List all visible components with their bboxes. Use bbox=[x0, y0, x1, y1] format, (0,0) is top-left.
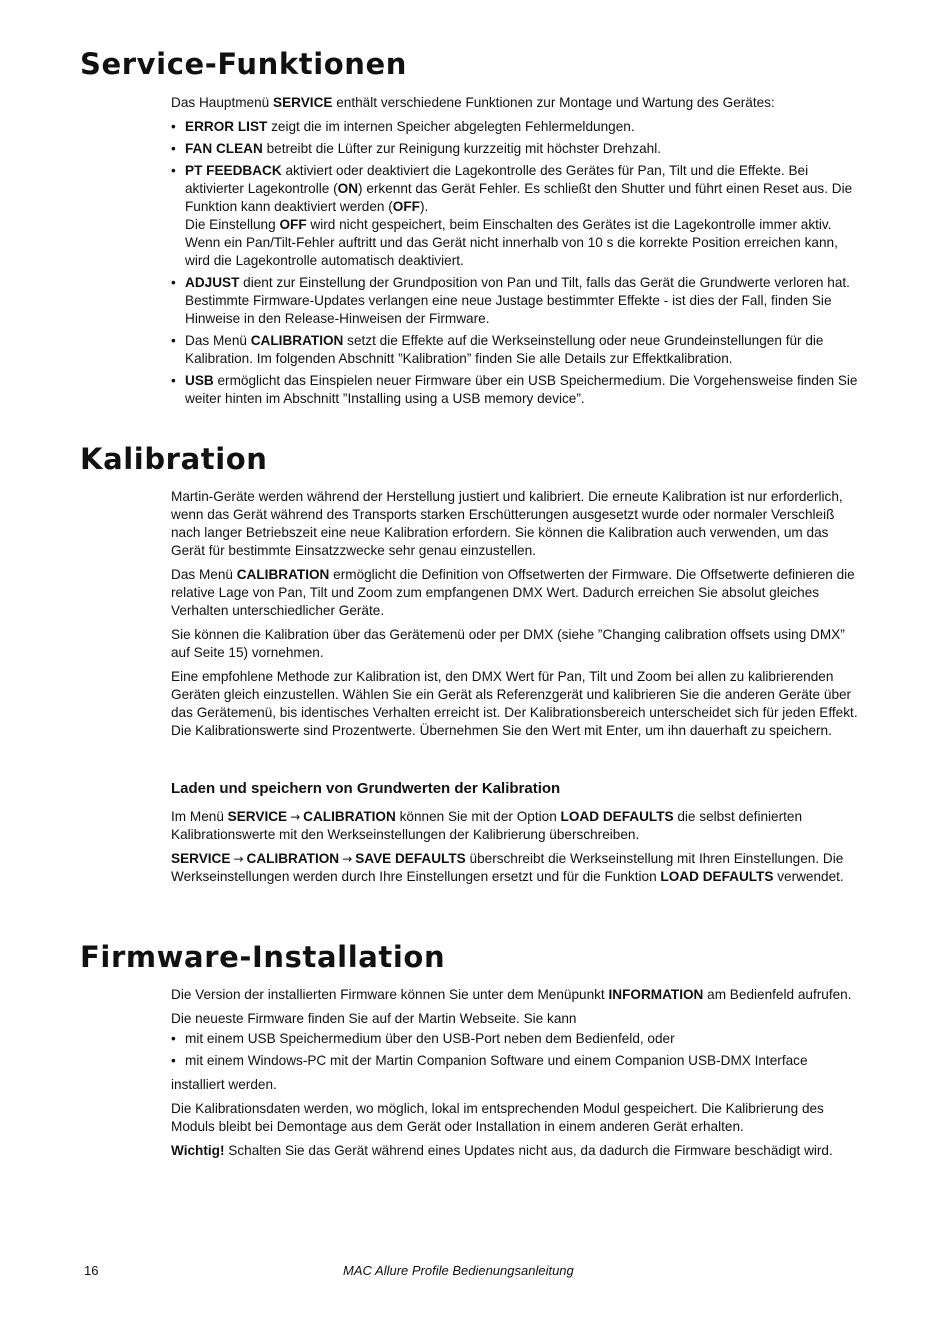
arrow-right-icon: → bbox=[233, 852, 244, 866]
bullet-icon: • bbox=[171, 1031, 176, 1046]
firmware-paragraph-4: Die Kalibrationsdaten werden, wo möglich, lokal im entsprechenden Modul gespeichert. Die Kalibrierung des Moduls bleibt bei Demontage aus dem Gerät oder Installation in einem anderen Gerät erhalten. bbox=[171, 1101, 824, 1134]
kalibration-paragraph-3: Sie können die Kalibration über das Gerätemenü oder per DMX (siehe ”Changing calibration offsets using DMX” auf Seite 15) vornehmen. bbox=[171, 627, 845, 660]
service-intro: Das Hauptmenü SERVICE enthält verschiedene Funktionen zur Montage und Wartung des Gerätes: bbox=[171, 95, 775, 110]
list-item-usb-method: • mit einem USB Speichermedium über den USB-Port neben dem Bedienfeld, oder bbox=[171, 1031, 675, 1046]
list-item-adjust: • ADJUST dient zur Einstellung der Grundposition von Pan und Tilt, falls das Gerät die Grundwerte verloren hat. Bestimmte Firmware-Updates verlangen eine neue Justage bestimmter Effekte - ist dies der Fall, finden Sie Hinweise in den Release-Hinweisen der Firmware. bbox=[171, 275, 850, 326]
bullet-icon: • bbox=[171, 1053, 176, 1068]
list-item-error-list: • ERROR LIST zeigt die im internen Speicher abgelegten Fehlermeldungen. bbox=[171, 119, 635, 134]
arrow-right-icon: → bbox=[290, 810, 301, 824]
service-function-list bbox=[171, 118, 861, 408]
kalibration-paragraph-1: Martin-Geräte werden während der Herstellung justiert und kalibriert. Die erneute Kalibration ist nur erforderlich, wenn das Gerät während des Transports starken Erschütterungen ausgesetzt wurde oder normaler Verschleiß nach langer Betriebszeit eine neue Kalibration erfordern. Sie können die Kalibration auch verwenden, um das Gerät für bestimmte Einsatzzwecke sehr genau einzustellen. bbox=[171, 489, 843, 558]
firmware-warning: Wichtig! Schalten Sie das Gerät während eines Updates nicht aus, da dadurch die Firmware beschädigt wird. bbox=[171, 1143, 833, 1158]
load-defaults-paragraph: Im Menü SERVICE → CALIBRATION können Sie mit der Option LOAD DEFAULTS die selbst definierten Kalibrationswerte mit den Werkseinstellungen der Kalibrierung überschreiben. bbox=[171, 809, 803, 842]
firmware-method-list bbox=[171, 1030, 861, 1070]
defaults-section-body bbox=[171, 808, 861, 892]
firmware-section-body bbox=[171, 986, 861, 1166]
footer-document-title: MAC Allure Profile Bedienungsanleitung bbox=[343, 1263, 574, 1278]
kalibration-paragraph-2: Das Menü CALIBRATION ermöglicht die Definition von Offsetwerten der Firmware. Die Offsetwerte definieren die relative Lage von Pan, Tilt und Zoom zum empfangenen DMX Wert. Dadurch erreichen Sie absolut gleiches Verhalten unterschiedlicher Geräte. bbox=[171, 567, 855, 618]
list-item-pt-feedback: • PT FEEDBACK aktiviert oder deaktiviert die Lagekontrolle des Gerätes für Pan, Tilt und die Effekte. Bei aktivierter Lagekontrolle (ON) erkennt das Gerät Fehler. Es schließt den Shutter und führt einen Reset aus. Die Funktion kann deaktiviert werden (OFF). Die Einstellung OFF wird nicht gespeichert, beim Einschalten des Gerätes ist die Lagekontrolle immer aktiv. Wenn ein Pan/Tilt-Fehler auftritt und das Gerät nicht innerhalb von 10 s die korrekte Position erreichen kann, wird die Lagekontrolle automatisch deaktiviert. bbox=[171, 163, 853, 268]
service-section-body bbox=[171, 94, 861, 414]
bullet-icon: • bbox=[171, 275, 176, 290]
bullet-icon: • bbox=[171, 119, 176, 134]
firmware-paragraph-2: Die neueste Firmware finden Sie auf der Martin Webseite. Sie kann bbox=[171, 1011, 577, 1026]
kalibration-section-body bbox=[171, 488, 861, 746]
arrow-right-icon: → bbox=[342, 852, 353, 866]
list-item-fan-clean: • FAN CLEAN betreibt die Lüfter zur Reinigung kurzzeitig mit höchster Drehzahl. bbox=[171, 141, 661, 156]
save-defaults-paragraph: SERVICE → CALIBRATION → SAVE DEFAULTS überschreibt die Werkseinstellung mit Ihren Einstellungen. Die Werkseinstellungen werden durch Ihre Einstellungen ersetzt und für die Funktion LOAD DEFAULTS verwendet. bbox=[171, 851, 844, 884]
section-title-service: Service-Funktionen bbox=[80, 47, 408, 81]
list-item-calibration: • Das Menü CALIBRATION setzt die Effekte auf die Werkseinstellung oder neue Grundeinstellungen für die Kalibration. Im folgenden Abschnitt ”Kalibration” finden Sie alle Details zur Effektkalibration. bbox=[171, 333, 824, 366]
bullet-icon: • bbox=[171, 333, 176, 348]
firmware-paragraph-1: Die Version der installierten Firmware können Sie unter dem Menüpunkt INFORMATION am Bedienfeld aufrufen. bbox=[171, 987, 852, 1002]
bullet-icon: • bbox=[171, 141, 176, 156]
list-item-pc-method: • mit einem Windows-PC mit der Martin Companion Software und einem Companion USB-DMX Interface bbox=[171, 1053, 808, 1068]
bullet-icon: • bbox=[171, 163, 176, 178]
subsection-title-defaults: Laden und speichern von Grundwerten der Kalibration bbox=[171, 780, 561, 797]
list-item-usb: • USB ermöglicht das Einspielen neuer Firmware über ein USB Speichermedium. Die Vorgehensweise finden Sie weiter hinten im Abschnitt ”Installing using a USB memory device”. bbox=[171, 373, 858, 406]
bullet-icon: • bbox=[171, 373, 176, 388]
section-title-kalibration: Kalibration bbox=[80, 442, 268, 476]
page-number: 16 bbox=[84, 1263, 99, 1278]
section-title-firmware: Firmware-Installation bbox=[80, 940, 446, 974]
kalibration-paragraph-4: Eine empfohlene Methode zur Kalibration ist, den DMX Wert für Pan, Tilt und Zoom bei allen zu kalibrierenden Geräten gleich einzustellen. Wählen Sie ein Gerät als Referenzgerät und kalibrieren Sie die anderen Geräte über das Gerätemenü, bis identisches Verhalten erreicht ist. Der Kalibrationsbereich unterscheidet sich für jeden Effekt. Die Kalibrationswerte sind Prozentwerte. Übernehmen Sie den Wert mit Enter, um ihn dauerhaft zu speichern. bbox=[171, 669, 858, 738]
firmware-paragraph-3: installiert werden. bbox=[171, 1077, 277, 1092]
